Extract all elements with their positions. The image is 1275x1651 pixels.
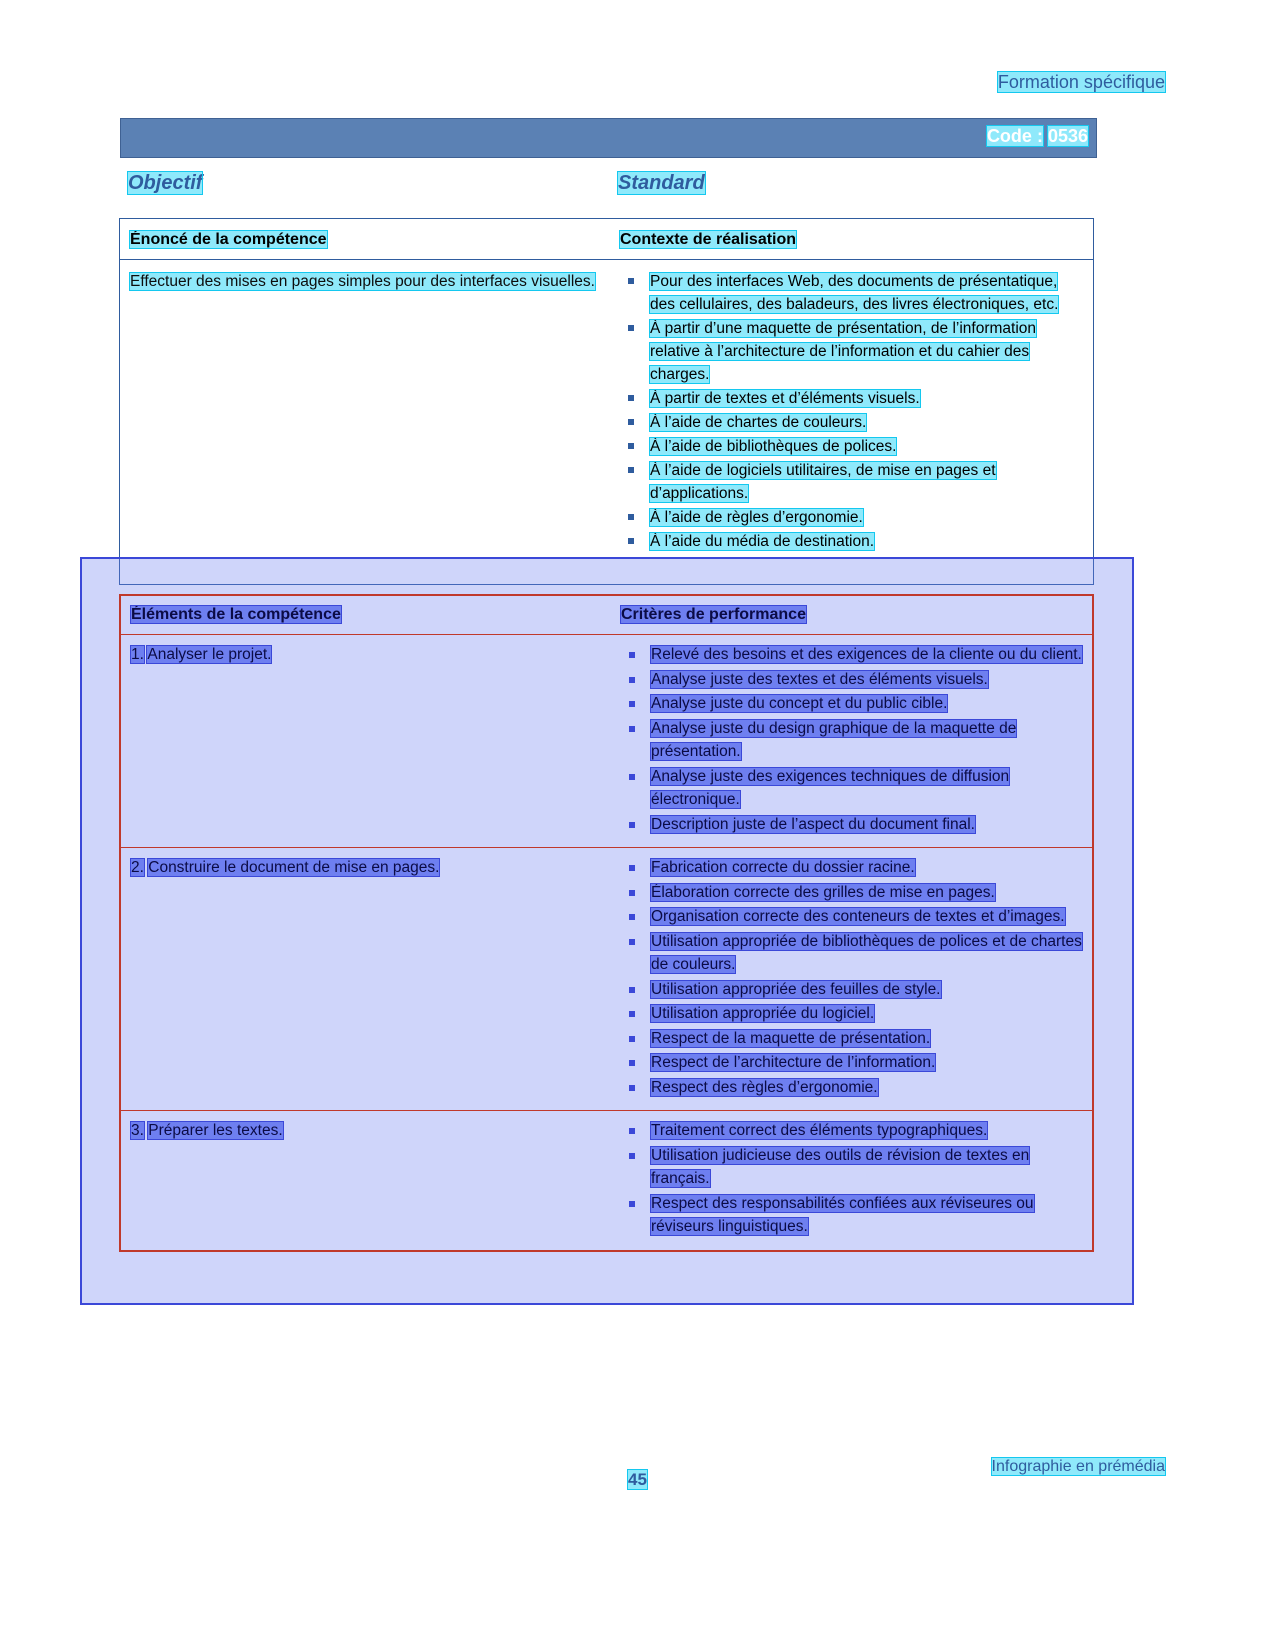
list-item: [621, 930, 1082, 977]
bullet-icon: [629, 987, 635, 993]
elements-header: Éléments de la compétence: [131, 606, 341, 623]
criteria-item-text: Utilisation appropriée des feuilles de style.: [651, 980, 941, 998]
table-row: [121, 848, 1092, 1111]
criteria-item-text: Fabrication correcte du dossier racine.: [651, 859, 915, 876]
criteria-item-text: Élaboration correcte des grilles de mise en pages.: [651, 883, 995, 901]
code-label: Code :: [986, 126, 1043, 146]
list-item: [620, 435, 1083, 458]
list-item: [621, 717, 1082, 764]
bullet-icon: [629, 701, 635, 707]
context-item-text: À l’aide du média de destination.: [650, 533, 875, 550]
element-cell: [131, 856, 621, 1100]
competence-header-right-cell: [620, 231, 1083, 249]
element-cell: [131, 643, 621, 837]
criteria-item-text: Respect des responsabilités confiées aux réviseures ou réviseurs linguistiques.: [651, 1194, 1034, 1235]
element-text: Analyser le projet.: [147, 646, 272, 663]
criteria-item-text: Organisation correcte des conteneurs de textes et d’images.: [651, 908, 1065, 925]
bullet-icon: [629, 652, 635, 658]
competence-statement-text: Effectuer des mises en pages simples pour des interfaces visuelles.: [130, 273, 595, 290]
bullet-icon: [629, 890, 635, 896]
context-item-text: À l’aide de bibliothèques de polices.: [650, 438, 897, 455]
criteria-cell: [621, 856, 1082, 1100]
element-label: [131, 643, 611, 666]
document-header: [998, 72, 1165, 93]
competence-statement: [130, 270, 610, 293]
criteria-item-text: Description juste de l’aspect du document final.: [651, 815, 975, 833]
bullet-icon: [629, 774, 635, 780]
criteria-item-text: Analyse juste des exigences techniques de diffusion électronique.: [651, 767, 1010, 808]
list-item: [620, 411, 1083, 434]
bullet-icon: [628, 395, 634, 401]
context-item-text: À l’aide de règles d’ergonomie.: [650, 509, 863, 526]
criteria-item-text: Traitement correct des éléments typographiques.: [651, 1122, 988, 1139]
context-list: [620, 270, 1083, 553]
list-item: [621, 1119, 1082, 1143]
objectif-label: Objectif: [128, 172, 203, 194]
bullet-icon: [629, 677, 635, 683]
elements-header-left-cell: [131, 606, 621, 624]
criteria-item-text: Utilisation judicieuse des outils de révision de textes en français.: [651, 1146, 1030, 1187]
bullet-icon: [628, 325, 634, 331]
competence-statement-cell: [130, 270, 620, 570]
bullet-icon: [628, 467, 634, 473]
list-item: [620, 387, 1083, 410]
list-item: [621, 643, 1082, 667]
bullet-icon: [629, 939, 635, 945]
code-block: [987, 126, 1088, 147]
list-item: [621, 765, 1082, 812]
list-item: [621, 905, 1082, 929]
list-item: [621, 668, 1082, 692]
bullet-icon: [629, 726, 635, 732]
table-row: [121, 635, 1092, 848]
criteria-item-text: Analyse juste du concept et du public cible.: [651, 695, 948, 712]
bullet-icon: [628, 419, 634, 425]
competence-table-body: [120, 260, 1093, 584]
criteria-item-text: Respect de la maquette de présentation.: [651, 1029, 931, 1047]
list-item: [620, 530, 1083, 553]
criteria-item-text: Analyse juste des textes et des éléments visuels.: [651, 670, 988, 688]
standard-heading: [618, 172, 705, 195]
criteria-header: Critères de performance: [621, 606, 806, 623]
list-item: [621, 881, 1082, 905]
bullet-icon: [628, 443, 634, 449]
list-item: [621, 1076, 1082, 1100]
element-label: [131, 1119, 611, 1142]
table-row: [121, 1111, 1092, 1250]
context-item-text: À partir de textes et d’éléments visuels.: [650, 390, 920, 407]
criteria-item-text: Relevé des besoins et des exigences de la cliente ou du client.: [651, 646, 1082, 663]
criteria-item-text: Utilisation appropriée de bibliothèques de polices et de chartes de couleurs.: [651, 932, 1082, 973]
context-item-text: À partir d’une maquette de présentation, de l’information relative à l’architecture de l’information et du cahier des charges.: [650, 320, 1037, 383]
criteria-list: [621, 1119, 1082, 1239]
element-number: 1.: [131, 646, 144, 663]
criteria-cell: [621, 643, 1082, 837]
list-item: [621, 978, 1082, 1002]
bullet-icon: [629, 1153, 635, 1159]
list-item: [621, 1144, 1082, 1191]
list-item: [621, 1027, 1082, 1051]
criteria-list: [621, 856, 1082, 1099]
context-item-text: À l’aide de logiciels utilitaires, de mise en pages et d’applications.: [650, 462, 996, 502]
bullet-icon: [629, 914, 635, 920]
element-number: 3.: [131, 1122, 144, 1139]
header-title: Formation spécifique: [997, 72, 1165, 92]
competence-context-cell: [620, 270, 1083, 570]
list-item: [621, 813, 1082, 837]
criteria-item-text: Analyse juste du design graphique de la maquette de présentation.: [651, 719, 1017, 760]
criteria-item-text: Utilisation appropriée du logiciel.: [651, 1005, 875, 1022]
objectif-heading: [128, 172, 202, 195]
element-cell: [131, 1119, 621, 1240]
code-bar: [120, 118, 1097, 158]
standard-label: Standard: [618, 172, 705, 194]
context-item-text: Pour des interfaces Web, des documents de présentatique, des cellulaires, des baladeurs, des livres électroniques, etc.: [650, 273, 1059, 313]
competence-table: [119, 218, 1094, 585]
competence-statement-header: Énoncé de la compétence: [130, 231, 327, 248]
element-label: [131, 856, 611, 879]
objectif-standard-row: [128, 172, 1093, 200]
elements-header-right-cell: [621, 606, 1082, 624]
bullet-icon: [628, 514, 634, 520]
criteria-list: [621, 643, 1082, 836]
bullet-icon: [628, 278, 634, 284]
element-text: Préparer les textes.: [148, 1122, 283, 1139]
competence-context-header: Contexte de réalisation: [620, 231, 797, 248]
bullet-icon: [629, 1060, 635, 1066]
bullet-icon: [628, 538, 634, 544]
footer-program-text: Infographie en prémédia: [991, 1458, 1165, 1475]
elements-table-header: [121, 596, 1092, 635]
criteria-cell: [621, 1119, 1082, 1240]
criteria-item-text: Respect des règles d’ergonomie.: [651, 1078, 878, 1096]
list-item: [620, 459, 1083, 505]
list-item: [620, 506, 1083, 529]
element-text: Construire le document de mise en pages.: [148, 859, 440, 876]
bullet-icon: [629, 1036, 635, 1042]
code-value: 0536: [1047, 126, 1088, 146]
element-number: 2.: [131, 859, 144, 876]
bullet-icon: [629, 1085, 635, 1091]
bullet-icon: [629, 865, 635, 871]
elements-criteria-table: [119, 594, 1094, 1252]
list-item: [620, 317, 1083, 386]
bullet-icon: [629, 1011, 635, 1017]
list-item: [621, 856, 1082, 880]
competence-table-header: [120, 219, 1093, 260]
page-number-text: 45: [628, 1470, 647, 1489]
bullet-icon: [629, 1201, 635, 1207]
competence-header-left-cell: [130, 231, 620, 249]
list-item: [620, 270, 1083, 316]
footer-program: [992, 1458, 1165, 1476]
list-item: [621, 1002, 1082, 1026]
context-item-text: À l’aide de chartes de couleurs.: [650, 414, 867, 431]
bullet-icon: [629, 822, 635, 828]
criteria-item-text: Respect de l’architecture de l’information.: [651, 1054, 936, 1071]
bullet-icon: [629, 1128, 635, 1134]
list-item: [621, 1192, 1082, 1239]
list-item: [621, 692, 1082, 716]
list-item: [621, 1051, 1082, 1075]
